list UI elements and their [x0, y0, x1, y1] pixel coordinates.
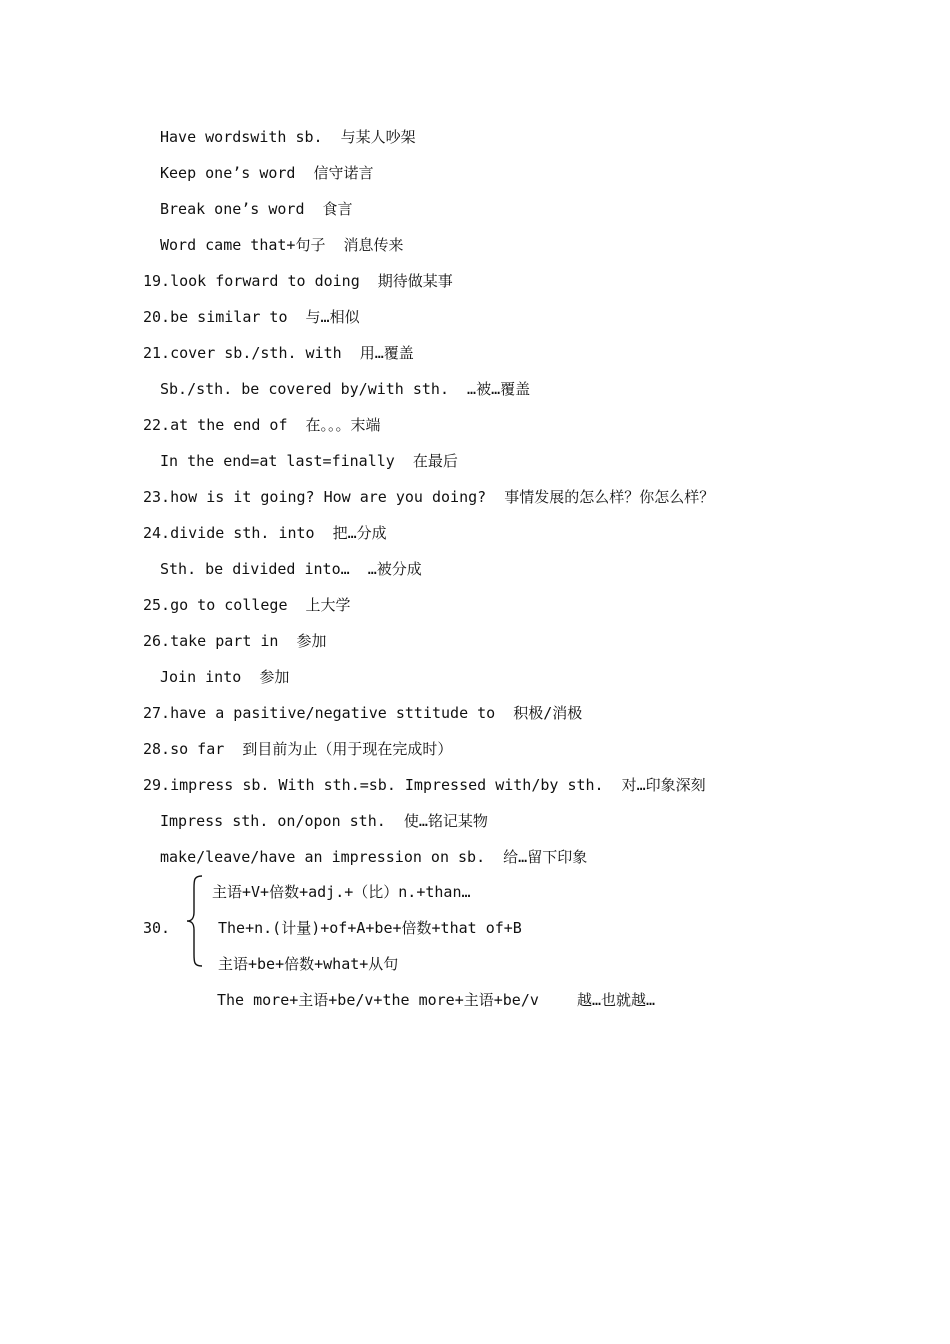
numbered-item-25: 25.go to college 上大学 — [143, 596, 351, 614]
numbered-item-29: 29.impress sb. With sth.=sb. Impressed with/by sth. 对…印象深刻 — [143, 776, 706, 794]
phrase-line: Keep one’s word 信守诺言 — [160, 164, 374, 182]
numbered-item-24: 24.divide sth. into 把…分成 — [143, 524, 387, 542]
phrase-line: Sth. be divided into… …被分成 — [160, 560, 422, 578]
item30-option: The+n.(计量)+of+A+be+倍数+that of+B — [218, 919, 522, 937]
item30-option: 主语+be+倍数+what+从句 — [218, 955, 399, 973]
numbered-item-27: 27.have a pasitive/negative sttitude to 积极/消极 — [143, 704, 583, 722]
numbered-item-21: 21.cover sb./sth. with 用…覆盖 — [143, 344, 414, 362]
phrase-line: Join into 参加 — [160, 668, 290, 686]
numbered-item-26: 26.take part in 参加 — [143, 632, 327, 650]
phrase-line: Sb./sth. be covered by/with sth. …被…覆盖 — [160, 380, 531, 398]
curly-brace-icon — [184, 874, 206, 968]
phrase-line: Break one’s word 食言 — [160, 200, 353, 218]
numbered-item-22: 22.at the end of 在。。。末端 — [143, 416, 381, 434]
numbered-item-20: 20.be similar to 与…相似 — [143, 308, 360, 326]
numbered-item-23: 23.how is it going? How are you doing? 事情发展的怎么样？你怎么样？ — [143, 488, 715, 506]
numbered-item-30-label: 30. — [143, 919, 171, 937]
numbered-item-19: 19.look forward to doing 期待做某事 — [143, 272, 453, 290]
item30-option: 主语+V+倍数+adj.+（比）n.+than… — [212, 883, 471, 901]
phrase-line: Impress sth. on/opon sth. 使…铭记某物 — [160, 812, 488, 830]
phrase-line: Word came that+句子 消息传来 — [160, 236, 404, 254]
phrase-line: make/leave/have an impression on sb. 给…留下印象 — [160, 848, 588, 866]
phrase-line: Have wordswith sb. 与某人吵架 — [160, 128, 416, 146]
item30-extra: The more+主语+be/v+the more+主语+be/v — [217, 991, 539, 1009]
item30-extra-meaning: 越…也就越… — [577, 991, 656, 1009]
numbered-item-28: 28.so far 到目前为止（用于现在完成时） — [143, 740, 453, 758]
phrase-line: In the end=at last=finally 在最后 — [160, 452, 458, 470]
